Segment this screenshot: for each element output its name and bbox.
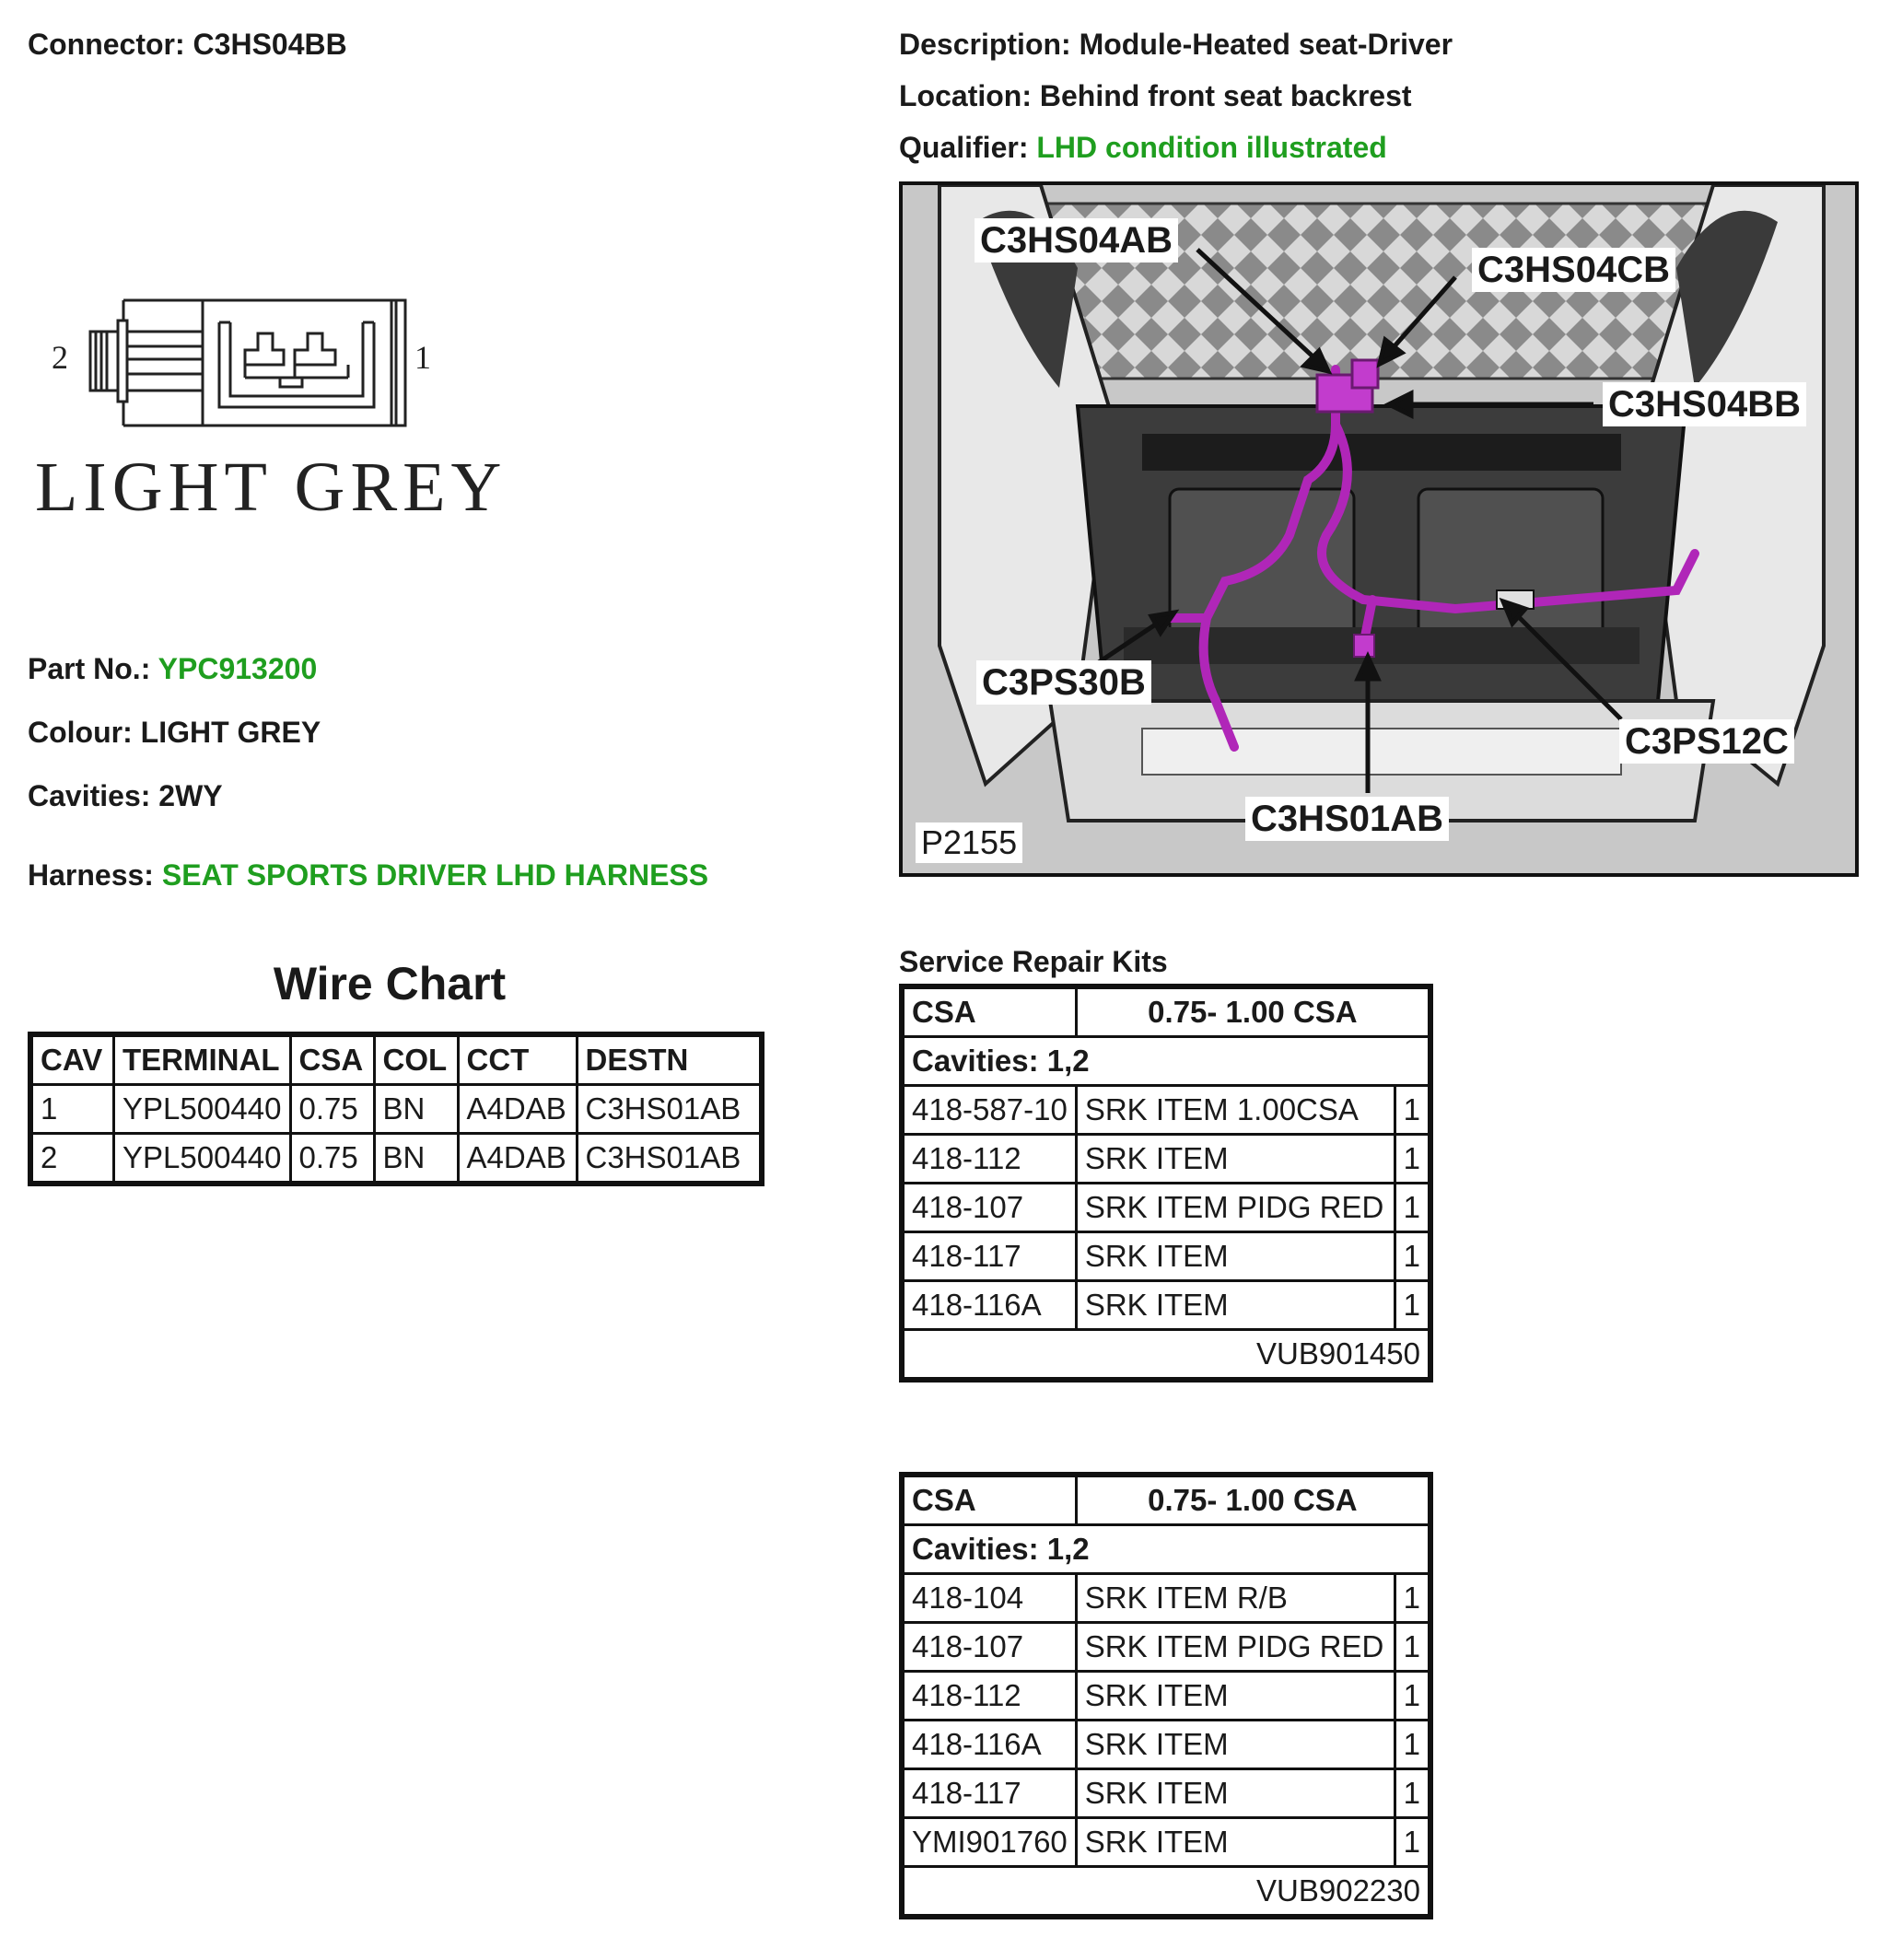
cavities-line: [28, 781, 223, 811]
location-line: [899, 81, 1412, 111]
srk-qty: 1: [1395, 1135, 1430, 1184]
wire-chart-header: COL: [374, 1034, 458, 1085]
srk-qty: 1: [1395, 1574, 1430, 1623]
srk-desc: SRK ITEM: [1076, 1232, 1395, 1281]
callout-c3ps12c: C3PS12C: [1619, 719, 1794, 764]
table-row: [30, 1085, 762, 1134]
srk-desc: SRK ITEM: [1076, 1281, 1395, 1330]
srk-kit-number: VUB901450: [902, 1330, 1430, 1381]
table-row: [902, 1135, 1430, 1184]
colour-label: Colour:: [28, 716, 133, 749]
srk-part: YMI901760: [902, 1818, 1076, 1867]
connector-id: C3HS04BB: [193, 28, 347, 61]
location-label: Location:: [899, 79, 1032, 112]
srk-csa-row: [902, 1475, 1430, 1525]
qualifier-line: [899, 133, 1387, 162]
pin-number-right: 1: [414, 339, 431, 376]
srk-title: Service Repair Kits: [899, 945, 1168, 978]
destn-cell: C3HS01AB: [577, 1085, 762, 1134]
colour-line: [28, 718, 321, 747]
wire-chart-header-row: [30, 1034, 762, 1085]
pin-number-left: 2: [52, 339, 68, 376]
srk-part: 418-112: [902, 1135, 1076, 1184]
callout-c3hs04ab: C3HS04AB: [975, 218, 1178, 262]
srk-desc: SRK ITEM PIDG RED: [1076, 1184, 1395, 1232]
table-row: [902, 1672, 1430, 1721]
srk-part: 418-117: [902, 1232, 1076, 1281]
srk-part: 418-104: [902, 1574, 1076, 1623]
srk-kit-number: VUB902230: [902, 1867, 1430, 1918]
srk-part: 418-116A: [902, 1721, 1076, 1769]
harness-line: [28, 860, 708, 890]
callout-c3hs04bb: C3HS04BB: [1603, 382, 1806, 426]
table-row: [902, 1086, 1430, 1135]
table-row: [902, 1574, 1430, 1623]
terminal-cell: YPL500440: [114, 1134, 291, 1184]
srk-part: 418-112: [902, 1672, 1076, 1721]
cav-cell: 1: [30, 1085, 114, 1134]
illustration-reference: P2155: [916, 822, 1022, 863]
table-row: [902, 1232, 1430, 1281]
wire-chart-header: TERMINAL: [114, 1034, 291, 1085]
srk-desc: SRK ITEM: [1076, 1818, 1395, 1867]
srk-cavities: Cavities: 1,2: [902, 1525, 1430, 1574]
cct-cell: A4DAB: [458, 1085, 577, 1134]
csa-cell: 0.75: [290, 1134, 374, 1184]
cav-cell: 2: [30, 1134, 114, 1184]
harness-value: SEAT SPORTS DRIVER LHD HARNESS: [161, 858, 709, 892]
srk-part: 418-107: [902, 1623, 1076, 1672]
wire-chart-header: CCT: [458, 1034, 577, 1085]
connector-face-drawing: [28, 276, 451, 442]
srk-qty: 1: [1395, 1232, 1430, 1281]
terminal-cell: YPL500440: [114, 1085, 291, 1134]
location-value: Behind front seat backrest: [1039, 79, 1412, 112]
callout-c3hs01ab: C3HS01AB: [1245, 797, 1449, 841]
srk-desc: SRK ITEM PIDG RED: [1076, 1623, 1395, 1672]
harness-label: Harness:: [28, 858, 154, 892]
part-number-value: YPC913200: [158, 652, 318, 685]
srk-kit-row: [902, 1330, 1430, 1381]
srk-qty: 1: [1395, 1281, 1430, 1330]
srk-qty: 1: [1395, 1818, 1430, 1867]
srk-csa-value: 0.75- 1.00 CSA: [1076, 1475, 1430, 1525]
callout-c3ps30b: C3PS30B: [976, 660, 1151, 705]
part-number-label: Part No.:: [28, 652, 151, 685]
srk-cavities-row: [902, 1525, 1430, 1574]
csa-cell: 0.75: [290, 1085, 374, 1134]
srk-desc: SRK ITEM: [1076, 1672, 1395, 1721]
srk-qty: 1: [1395, 1086, 1430, 1135]
description-line: [899, 29, 1453, 59]
srk-csa-label: CSA: [902, 1475, 1076, 1525]
srk-desc: SRK ITEM: [1076, 1721, 1395, 1769]
wire-chart-table: [28, 1032, 764, 1186]
seat-illustration: [903, 185, 1855, 873]
connector-colour-caption: LIGHT GREY: [35, 449, 508, 526]
wire-chart-header: CSA: [290, 1034, 374, 1085]
wire-chart-header: CAV: [30, 1034, 114, 1085]
description-label: Description:: [899, 28, 1071, 61]
srk-part: 418-107: [902, 1184, 1076, 1232]
srk-csa-label: CSA: [902, 986, 1076, 1037]
callout-c3hs04cb: C3HS04CB: [1472, 248, 1675, 292]
srk-qty: 1: [1395, 1184, 1430, 1232]
location-illustration: [899, 181, 1859, 877]
srk-csa-row: [902, 986, 1430, 1037]
srk-cavities: Cavities: 1,2: [902, 1037, 1430, 1086]
table-row: [902, 1184, 1430, 1232]
part-number-line: [28, 654, 317, 683]
description-value: Module-Heated seat-Driver: [1079, 28, 1453, 61]
srk-part: 418-117: [902, 1769, 1076, 1818]
srk-part: 418-587-10: [902, 1086, 1076, 1135]
srk-desc: SRK ITEM: [1076, 1135, 1395, 1184]
connector-line: [28, 29, 347, 59]
srk-qty: 1: [1395, 1769, 1430, 1818]
srk-table-2: [899, 1472, 1433, 1919]
srk-csa-value: 0.75- 1.00 CSA: [1076, 986, 1430, 1037]
table-row: [902, 1281, 1430, 1330]
srk-desc: SRK ITEM 1.00CSA: [1076, 1086, 1395, 1135]
cct-cell: A4DAB: [458, 1134, 577, 1184]
srk-kit-row: [902, 1867, 1430, 1918]
col-cell: BN: [374, 1085, 458, 1134]
table-row: [30, 1134, 762, 1184]
srk-qty: 1: [1395, 1623, 1430, 1672]
table-row: [902, 1769, 1430, 1818]
qualifier-label: Qualifier:: [899, 131, 1029, 164]
cavities-value: 2WY: [158, 779, 223, 812]
srk-qty: 1: [1395, 1721, 1430, 1769]
wire-chart-header: DESTN: [577, 1034, 762, 1085]
table-row: [902, 1623, 1430, 1672]
wire-chart-title: Wire Chart: [273, 958, 507, 1009]
cavities-label: Cavities:: [28, 779, 151, 812]
srk-cavities-row: [902, 1037, 1430, 1086]
srk-part: 418-116A: [902, 1281, 1076, 1330]
col-cell: BN: [374, 1134, 458, 1184]
table-row: [902, 1818, 1430, 1867]
colour-value: LIGHT GREY: [140, 716, 321, 749]
qualifier-value: LHD condition illustrated: [1036, 131, 1387, 164]
destn-cell: C3HS01AB: [577, 1134, 762, 1184]
srk-desc: SRK ITEM R/B: [1076, 1574, 1395, 1623]
table-row: [902, 1721, 1430, 1769]
srk-qty: 1: [1395, 1672, 1430, 1721]
connector-label: Connector:: [28, 28, 185, 61]
srk-desc: SRK ITEM: [1076, 1769, 1395, 1818]
srk-table-1: [899, 984, 1433, 1382]
